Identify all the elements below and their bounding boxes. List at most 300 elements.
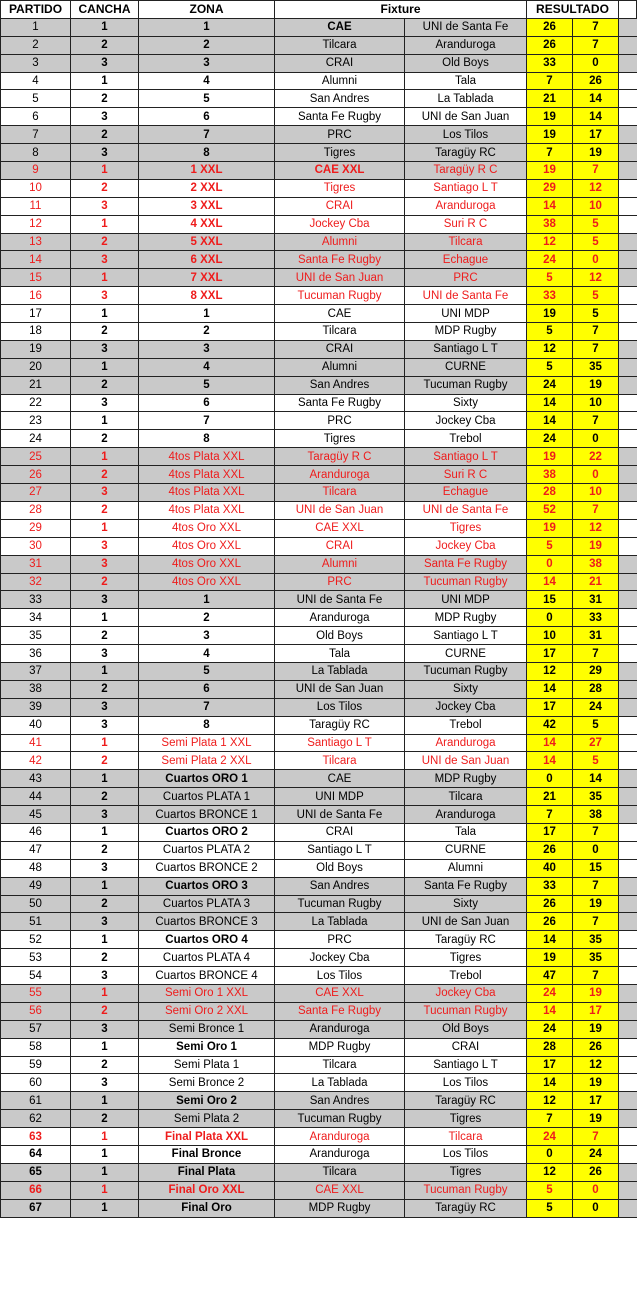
zona-cell: Cuartos PLATA 4 <box>139 949 275 967</box>
partido-cell: 46 <box>1 823 71 841</box>
cancha-cell: 2 <box>71 680 139 698</box>
zona-cell: 3 <box>139 54 275 72</box>
away-team-cell: PRC <box>405 269 527 287</box>
cancha-cell: 3 <box>71 287 139 305</box>
partido-cell: 28 <box>1 501 71 519</box>
table-row <box>1 788 637 806</box>
cancha-cell: 1 <box>71 1038 139 1056</box>
home-score-cell: 47 <box>527 967 573 985</box>
partido-cell: 37 <box>1 662 71 680</box>
table-row <box>1 54 637 72</box>
partido-cell: 11 <box>1 197 71 215</box>
partido-cell: 39 <box>1 698 71 716</box>
home-team-cell: Jockey Cba <box>275 215 405 233</box>
away-team-cell: Tilcara <box>405 788 527 806</box>
row-spacer <box>619 823 637 841</box>
away-team-cell: Trebol <box>405 967 527 985</box>
row-spacer <box>619 519 637 537</box>
table-row <box>1 1020 637 1038</box>
row-spacer <box>619 841 637 859</box>
row-spacer <box>619 108 637 126</box>
cancha-cell: 1 <box>71 609 139 627</box>
cancha-cell: 3 <box>71 555 139 573</box>
away-score-cell: 5 <box>573 287 619 305</box>
home-team-cell: PRC <box>275 412 405 430</box>
zona-cell: 8 <box>139 716 275 734</box>
cancha-cell: 3 <box>71 913 139 931</box>
cancha-cell: 1 <box>71 269 139 287</box>
partido-cell: 16 <box>1 287 71 305</box>
home-score-cell: 24 <box>527 376 573 394</box>
table-row <box>1 197 637 215</box>
zona-cell: 6 <box>139 108 275 126</box>
away-score-cell: 17 <box>573 126 619 144</box>
cancha-cell: 3 <box>71 484 139 502</box>
away-team-cell: Aranduroga <box>405 197 527 215</box>
partido-cell: 45 <box>1 806 71 824</box>
row-spacer <box>619 430 637 448</box>
table-row <box>1 859 637 877</box>
table-row <box>1 555 637 573</box>
cancha-cell: 2 <box>71 179 139 197</box>
home-score-cell: 12 <box>527 1163 573 1181</box>
away-score-cell: 21 <box>573 573 619 591</box>
home-score-cell: 0 <box>527 770 573 788</box>
away-team-cell: CURNE <box>405 645 527 663</box>
partido-cell: 61 <box>1 1092 71 1110</box>
home-score-cell: 7 <box>527 1110 573 1128</box>
away-score-cell: 35 <box>573 358 619 376</box>
away-team-cell: Tigres <box>405 1110 527 1128</box>
home-score-cell: 19 <box>527 126 573 144</box>
zona-cell: 6 XXL <box>139 251 275 269</box>
zona-cell: 4tos Oro XXL <box>139 555 275 573</box>
cancha-cell: 3 <box>71 859 139 877</box>
partido-cell: 31 <box>1 555 71 573</box>
home-team-cell: MDP Rugby <box>275 1038 405 1056</box>
zona-cell: 2 <box>139 609 275 627</box>
row-spacer <box>619 340 637 358</box>
away-score-cell: 19 <box>573 1110 619 1128</box>
zona-cell: 1 XXL <box>139 162 275 180</box>
home-score-cell: 24 <box>527 430 573 448</box>
home-score-cell: 12 <box>527 662 573 680</box>
table-row <box>1 537 637 555</box>
home-score-cell: 38 <box>527 215 573 233</box>
partido-cell: 30 <box>1 537 71 555</box>
away-score-cell: 22 <box>573 448 619 466</box>
cancha-cell: 1 <box>71 72 139 90</box>
away-team-cell: Taragüy RC <box>405 1092 527 1110</box>
cancha-cell: 1 <box>71 662 139 680</box>
away-score-cell: 35 <box>573 931 619 949</box>
table-row <box>1 984 637 1002</box>
partido-cell: 25 <box>1 448 71 466</box>
home-score-cell: 33 <box>527 54 573 72</box>
zona-cell: 8 XXL <box>139 287 275 305</box>
zona-cell: 4 <box>139 645 275 663</box>
away-score-cell: 7 <box>573 323 619 341</box>
partido-cell: 40 <box>1 716 71 734</box>
zona-cell: 4tos Plata XXL <box>139 448 275 466</box>
cancha-cell: 2 <box>71 1056 139 1074</box>
cancha-cell: 3 <box>71 967 139 985</box>
away-team-cell: Tucuman Rugby <box>405 662 527 680</box>
table-row <box>1 376 637 394</box>
home-score-cell: 52 <box>527 501 573 519</box>
cancha-cell: 3 <box>71 806 139 824</box>
partido-cell: 6 <box>1 108 71 126</box>
cancha-cell: 3 <box>71 54 139 72</box>
away-score-cell: 14 <box>573 90 619 108</box>
away-score-cell: 7 <box>573 645 619 663</box>
home-score-cell: 5 <box>527 1181 573 1199</box>
home-score-cell: 24 <box>527 1020 573 1038</box>
partido-cell: 34 <box>1 609 71 627</box>
zona-cell: 5 XXL <box>139 233 275 251</box>
table-row <box>1 394 637 412</box>
row-spacer <box>619 1002 637 1020</box>
home-team-cell: San Andres <box>275 90 405 108</box>
row-spacer <box>619 984 637 1002</box>
away-score-cell: 35 <box>573 949 619 967</box>
home-score-cell: 10 <box>527 627 573 645</box>
cancha-cell: 2 <box>71 233 139 251</box>
away-team-cell: Santiago L T <box>405 179 527 197</box>
partido-cell: 32 <box>1 573 71 591</box>
table-row <box>1 305 637 323</box>
table-row <box>1 645 637 663</box>
table-row <box>1 215 637 233</box>
table-row <box>1 770 637 788</box>
home-team-cell: San Andres <box>275 877 405 895</box>
away-score-cell: 0 <box>573 251 619 269</box>
partido-cell: 4 <box>1 72 71 90</box>
row-spacer <box>619 376 637 394</box>
away-score-cell: 7 <box>573 18 619 36</box>
home-score-cell: 26 <box>527 18 573 36</box>
zona-cell: Semi Oro 1 <box>139 1038 275 1056</box>
partido-cell: 21 <box>1 376 71 394</box>
table-row <box>1 680 637 698</box>
table-row <box>1 1056 637 1074</box>
partido-cell: 1 <box>1 18 71 36</box>
row-spacer <box>619 1181 637 1199</box>
zona-cell: 4 <box>139 72 275 90</box>
table-row <box>1 734 637 752</box>
home-team-cell: PRC <box>275 573 405 591</box>
zona-cell: 8 <box>139 430 275 448</box>
cancha-cell: 1 <box>71 877 139 895</box>
away-score-cell: 19 <box>573 144 619 162</box>
away-score-cell: 7 <box>573 877 619 895</box>
home-team-cell: MDP Rugby <box>275 1199 405 1217</box>
away-score-cell: 12 <box>573 269 619 287</box>
away-team-cell: Trebol <box>405 716 527 734</box>
partido-cell: 14 <box>1 251 71 269</box>
row-spacer <box>619 18 637 36</box>
partido-cell: 49 <box>1 877 71 895</box>
table-row <box>1 519 637 537</box>
partido-cell: 33 <box>1 591 71 609</box>
home-team-cell: Aranduroga <box>275 1128 405 1146</box>
home-team-cell: PRC <box>275 126 405 144</box>
table-row <box>1 1092 637 1110</box>
away-score-cell: 31 <box>573 627 619 645</box>
row-spacer <box>619 698 637 716</box>
table-row <box>1 1110 637 1128</box>
header-cancha: CANCHA <box>71 1 139 19</box>
cancha-cell: 1 <box>71 1181 139 1199</box>
home-score-cell: 19 <box>527 108 573 126</box>
home-score-cell: 19 <box>527 305 573 323</box>
partido-cell: 29 <box>1 519 71 537</box>
home-team-cell: Santa Fe Rugby <box>275 108 405 126</box>
row-spacer <box>619 90 637 108</box>
away-team-cell: Tigres <box>405 1163 527 1181</box>
table-row <box>1 1163 637 1181</box>
away-team-cell: Santiago L T <box>405 627 527 645</box>
table-row <box>1 144 637 162</box>
zona-cell: Semi Plata 1 XXL <box>139 734 275 752</box>
row-spacer <box>619 967 637 985</box>
zona-cell: 7 XXL <box>139 269 275 287</box>
home-team-cell: Tucuman Rugby <box>275 287 405 305</box>
cancha-cell: 3 <box>71 108 139 126</box>
row-spacer <box>619 770 637 788</box>
row-spacer <box>619 537 637 555</box>
home-team-cell: Aranduroga <box>275 1020 405 1038</box>
partido-cell: 47 <box>1 841 71 859</box>
home-score-cell: 5 <box>527 269 573 287</box>
home-team-cell: CAE XXL <box>275 162 405 180</box>
cancha-cell: 3 <box>71 1074 139 1092</box>
home-score-cell: 24 <box>527 251 573 269</box>
away-score-cell: 10 <box>573 394 619 412</box>
home-team-cell: UNI de San Juan <box>275 269 405 287</box>
row-spacer <box>619 734 637 752</box>
row-spacer <box>619 895 637 913</box>
away-team-cell: Los Tilos <box>405 126 527 144</box>
zona-cell: 4tos Oro XXL <box>139 573 275 591</box>
home-score-cell: 5 <box>527 537 573 555</box>
table-row <box>1 1146 637 1164</box>
row-spacer <box>619 1146 637 1164</box>
away-team-cell: Los Tilos <box>405 1074 527 1092</box>
away-team-cell: MDP Rugby <box>405 770 527 788</box>
row-spacer <box>619 1092 637 1110</box>
partido-cell: 57 <box>1 1020 71 1038</box>
home-team-cell: CAE <box>275 305 405 323</box>
zona-cell: Semi Oro 1 XXL <box>139 984 275 1002</box>
away-team-cell: Tala <box>405 823 527 841</box>
zona-cell: Cuartos BRONCE 2 <box>139 859 275 877</box>
away-team-cell: Tala <box>405 72 527 90</box>
row-spacer <box>619 323 637 341</box>
away-team-cell: Jockey Cba <box>405 984 527 1002</box>
home-score-cell: 19 <box>527 519 573 537</box>
home-team-cell: La Tablada <box>275 662 405 680</box>
home-team-cell: CRAI <box>275 537 405 555</box>
home-team-cell: Los Tilos <box>275 698 405 716</box>
home-score-cell: 17 <box>527 698 573 716</box>
away-team-cell: Tucuman Rugby <box>405 573 527 591</box>
row-spacer <box>619 126 637 144</box>
cancha-cell: 2 <box>71 466 139 484</box>
away-score-cell: 31 <box>573 591 619 609</box>
away-score-cell: 19 <box>573 984 619 1002</box>
row-spacer <box>619 72 637 90</box>
home-score-cell: 7 <box>527 72 573 90</box>
home-team-cell: Aranduroga <box>275 466 405 484</box>
row-spacer <box>619 179 637 197</box>
home-team-cell: Aranduroga <box>275 609 405 627</box>
home-score-cell: 33 <box>527 877 573 895</box>
home-team-cell: Taragüy RC <box>275 716 405 734</box>
away-score-cell: 19 <box>573 376 619 394</box>
cancha-cell: 1 <box>71 1092 139 1110</box>
away-score-cell: 29 <box>573 662 619 680</box>
cancha-cell: 2 <box>71 573 139 591</box>
home-team-cell: Santa Fe Rugby <box>275 251 405 269</box>
home-team-cell: Santiago L T <box>275 841 405 859</box>
home-team-cell: Los Tilos <box>275 967 405 985</box>
home-score-cell: 29 <box>527 179 573 197</box>
table-row <box>1 323 637 341</box>
table-row <box>1 573 637 591</box>
home-team-cell: Old Boys <box>275 627 405 645</box>
zona-cell: Semi Plata 2 <box>139 1110 275 1128</box>
table-row <box>1 18 637 36</box>
home-score-cell: 7 <box>527 144 573 162</box>
zona-cell: Cuartos PLATA 2 <box>139 841 275 859</box>
partido-cell: 3 <box>1 54 71 72</box>
home-team-cell: Tigres <box>275 430 405 448</box>
away-team-cell: Taragüy RC <box>405 1199 527 1217</box>
zona-cell: 5 <box>139 662 275 680</box>
table-row <box>1 1038 637 1056</box>
table-row <box>1 162 637 180</box>
home-team-cell: CRAI <box>275 197 405 215</box>
table-row <box>1 466 637 484</box>
table-row <box>1 698 637 716</box>
partido-cell: 20 <box>1 358 71 376</box>
partido-cell: 18 <box>1 323 71 341</box>
partido-cell: 9 <box>1 162 71 180</box>
cancha-cell: 2 <box>71 841 139 859</box>
away-score-cell: 7 <box>573 823 619 841</box>
home-team-cell: PRC <box>275 931 405 949</box>
partido-cell: 26 <box>1 466 71 484</box>
table-row <box>1 967 637 985</box>
partido-cell: 17 <box>1 305 71 323</box>
home-score-cell: 26 <box>527 841 573 859</box>
zona-cell: 1 <box>139 591 275 609</box>
row-spacer <box>619 501 637 519</box>
away-score-cell: 17 <box>573 1002 619 1020</box>
away-team-cell: UNI de Santa Fe <box>405 18 527 36</box>
home-team-cell: Old Boys <box>275 859 405 877</box>
row-spacer <box>619 1074 637 1092</box>
cancha-cell: 1 <box>71 412 139 430</box>
partido-cell: 13 <box>1 233 71 251</box>
home-team-cell: UNI MDP <box>275 788 405 806</box>
row-spacer <box>619 1199 637 1217</box>
zona-cell: 4tos Plata XXL <box>139 501 275 519</box>
partido-cell: 15 <box>1 269 71 287</box>
home-team-cell: Tucuman Rugby <box>275 1110 405 1128</box>
partido-cell: 59 <box>1 1056 71 1074</box>
zona-cell: 7 <box>139 126 275 144</box>
partido-cell: 44 <box>1 788 71 806</box>
home-team-cell: UNI de San Juan <box>275 501 405 519</box>
away-team-cell: Aranduroga <box>405 806 527 824</box>
header-resultado: RESULTADO <box>527 1 619 19</box>
cancha-cell: 1 <box>71 519 139 537</box>
away-score-cell: 17 <box>573 1092 619 1110</box>
home-team-cell: Tigres <box>275 179 405 197</box>
header-partido: PARTIDO <box>1 1 71 19</box>
partido-cell: 54 <box>1 967 71 985</box>
away-score-cell: 5 <box>573 716 619 734</box>
away-team-cell: Jockey Cba <box>405 698 527 716</box>
away-score-cell: 15 <box>573 859 619 877</box>
home-team-cell: CAE <box>275 18 405 36</box>
table-row <box>1 340 637 358</box>
row-spacer <box>619 609 637 627</box>
away-score-cell: 35 <box>573 788 619 806</box>
away-score-cell: 7 <box>573 412 619 430</box>
home-team-cell: CAE XXL <box>275 1181 405 1199</box>
cancha-cell: 3 <box>71 537 139 555</box>
away-team-cell: Echague <box>405 484 527 502</box>
away-team-cell: Aranduroga <box>405 36 527 54</box>
partido-cell: 55 <box>1 984 71 1002</box>
zona-cell: Cuartos ORO 3 <box>139 877 275 895</box>
home-team-cell: Tigres <box>275 144 405 162</box>
home-score-cell: 40 <box>527 859 573 877</box>
partido-cell: 8 <box>1 144 71 162</box>
row-spacer <box>619 752 637 770</box>
cancha-cell: 1 <box>71 931 139 949</box>
table-row <box>1 877 637 895</box>
away-score-cell: 0 <box>573 54 619 72</box>
home-score-cell: 42 <box>527 716 573 734</box>
home-score-cell: 14 <box>527 734 573 752</box>
zona-cell: 8 <box>139 144 275 162</box>
cancha-cell: 1 <box>71 984 139 1002</box>
away-team-cell: Suri R C <box>405 215 527 233</box>
table-row <box>1 609 637 627</box>
home-score-cell: 19 <box>527 949 573 967</box>
zona-cell: 6 <box>139 680 275 698</box>
cancha-cell: 3 <box>71 251 139 269</box>
away-team-cell: Trebol <box>405 430 527 448</box>
table-row <box>1 1074 637 1092</box>
cancha-cell: 1 <box>71 358 139 376</box>
cancha-cell: 1 <box>71 823 139 841</box>
zona-cell: Semi Oro 2 <box>139 1092 275 1110</box>
header-zona: ZONA <box>139 1 275 19</box>
home-team-cell: Santiago L T <box>275 734 405 752</box>
table-row <box>1 949 637 967</box>
home-score-cell: 14 <box>527 412 573 430</box>
zona-cell: Cuartos PLATA 1 <box>139 788 275 806</box>
zona-cell: Cuartos ORO 4 <box>139 931 275 949</box>
away-score-cell: 33 <box>573 609 619 627</box>
away-score-cell: 12 <box>573 179 619 197</box>
row-spacer <box>619 448 637 466</box>
